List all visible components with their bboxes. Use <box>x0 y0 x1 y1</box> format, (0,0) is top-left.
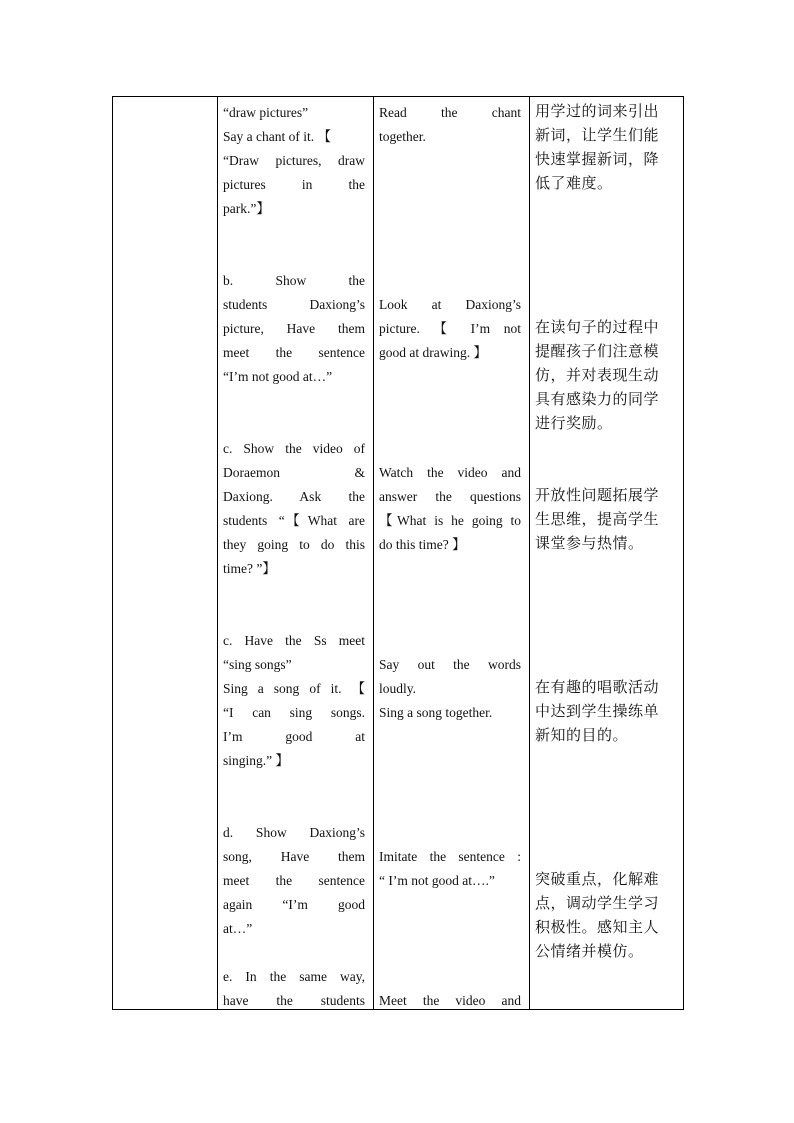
text-line: pictures in the <box>223 177 365 192</box>
text-line: I’m good at <box>223 729 365 744</box>
text-line: 新词，让学生们能 <box>535 126 660 144</box>
student-activity-read-chant <box>379 101 521 149</box>
column-divider <box>529 97 530 1009</box>
text-line: 课堂参与热情。 <box>535 534 644 552</box>
text-line: 用学过的词来引出 <box>535 102 660 120</box>
purpose-imitation <box>535 315 680 435</box>
text-line: 提醒孩子们注意模 <box>535 342 660 360</box>
column-divider <box>217 97 218 1009</box>
text-line: they going to do this <box>223 537 365 552</box>
text-line: good at drawing. 】 <box>379 345 487 360</box>
text-line: meet the sentence <box>223 873 365 888</box>
text-line: picture, Have them <box>223 321 365 336</box>
student-activity-watch-video <box>379 461 521 557</box>
student-activity-say-words <box>379 653 521 725</box>
teacher-procedure-same-way <box>223 965 365 1013</box>
text-line: Doraemon & <box>223 465 365 480</box>
text-line: 【What is he going to <box>379 513 521 528</box>
text-line: 开放性问题拓展学 <box>535 486 660 504</box>
text-line: 积极性。感知主人 <box>535 918 660 936</box>
text-line: answer the questions <box>379 489 521 504</box>
column-divider <box>373 97 374 1009</box>
text-line: d. Show Daxiong’s <box>223 825 365 840</box>
text-line: 进行奖励。 <box>535 414 613 432</box>
purpose-key-points <box>535 867 680 963</box>
text-line: Read the chant <box>379 105 521 120</box>
text-line: Meet the video and <box>379 993 521 1008</box>
text-line: “ I’m not good at….” <box>379 873 495 888</box>
text-line: have the students <box>223 993 365 1008</box>
text-line: again “I’m good <box>223 897 365 912</box>
text-line: “sing songs” <box>223 657 292 672</box>
text-line: 在读句子的过程中 <box>535 318 660 336</box>
text-line: 公情绪并模仿。 <box>535 942 644 960</box>
text-line: 快速掌握新词，降 <box>535 150 660 168</box>
text-line: do this time? 】 <box>379 537 466 552</box>
text-line: at…” <box>223 921 253 936</box>
text-line: 低了难度。 <box>535 174 613 192</box>
text-line: song, Have them <box>223 849 365 864</box>
text-line: “draw pictures” <box>223 105 309 120</box>
text-line: Say out the words <box>379 657 521 672</box>
text-line: 中达到学生操练单 <box>535 702 660 720</box>
text-line: Daxiong. Ask the <box>223 489 365 504</box>
text-line: e. In the same way, <box>223 969 365 984</box>
purpose-singing-practice <box>535 675 680 747</box>
text-line: 生思维，提高学生 <box>535 510 660 528</box>
text-line: Imitate the sentence : <box>379 849 521 864</box>
student-activity-imitate <box>379 845 521 893</box>
text-line: 仿，并对表现生动 <box>535 366 660 384</box>
text-line: c. Show the video of <box>223 441 365 456</box>
text-line: Sing a song together. <box>379 705 493 720</box>
text-line: Look at Daxiong’s <box>379 297 521 312</box>
text-line: “I’m not good at…” <box>223 369 333 384</box>
text-line: park.”】 <box>223 201 270 216</box>
student-activity-look-picture <box>379 293 521 365</box>
text-line: c. Have the Ss meet <box>223 633 365 648</box>
text-line: picture. 【 I’m not <box>379 321 521 336</box>
text-line: 具有感染力的同学 <box>535 390 660 408</box>
teacher-procedure-show-video <box>223 437 365 581</box>
teacher-procedure-daxiong-picture <box>223 269 365 389</box>
lesson-plan-table <box>112 96 684 1010</box>
text-line: 点，调动学生学习 <box>535 894 660 912</box>
text-line: “I can sing songs. <box>223 705 365 720</box>
teacher-procedure-sing-songs <box>223 629 365 773</box>
text-line: students “【What are <box>223 513 365 528</box>
text-line: students Daxiong’s <box>223 297 365 312</box>
text-line: together. <box>379 129 426 144</box>
text-line: 新知的目的。 <box>535 726 629 744</box>
text-line: loudly. <box>379 681 416 696</box>
text-line: time? ”】 <box>223 561 276 576</box>
purpose-open-questions <box>535 483 680 555</box>
teacher-procedure-daxiong-song <box>223 821 365 941</box>
student-activity-meet-video <box>379 989 521 1013</box>
teacher-procedure-draw-pictures <box>223 101 365 221</box>
text-line: meet the sentence <box>223 345 365 360</box>
purpose-new-words <box>535 99 680 195</box>
text-line: Watch the video and <box>379 465 521 480</box>
text-line: singing.” 】 <box>223 753 289 768</box>
text-line: Sing a song of it. 【 <box>223 681 365 696</box>
text-line: Say a chant of it. 【 <box>223 129 331 144</box>
text-line: b. Show the <box>223 273 365 288</box>
text-line: 突破重点，化解难 <box>535 870 660 888</box>
text-line: 在有趣的唱歌活动 <box>535 678 660 696</box>
text-line: “Draw pictures, draw <box>223 153 365 168</box>
